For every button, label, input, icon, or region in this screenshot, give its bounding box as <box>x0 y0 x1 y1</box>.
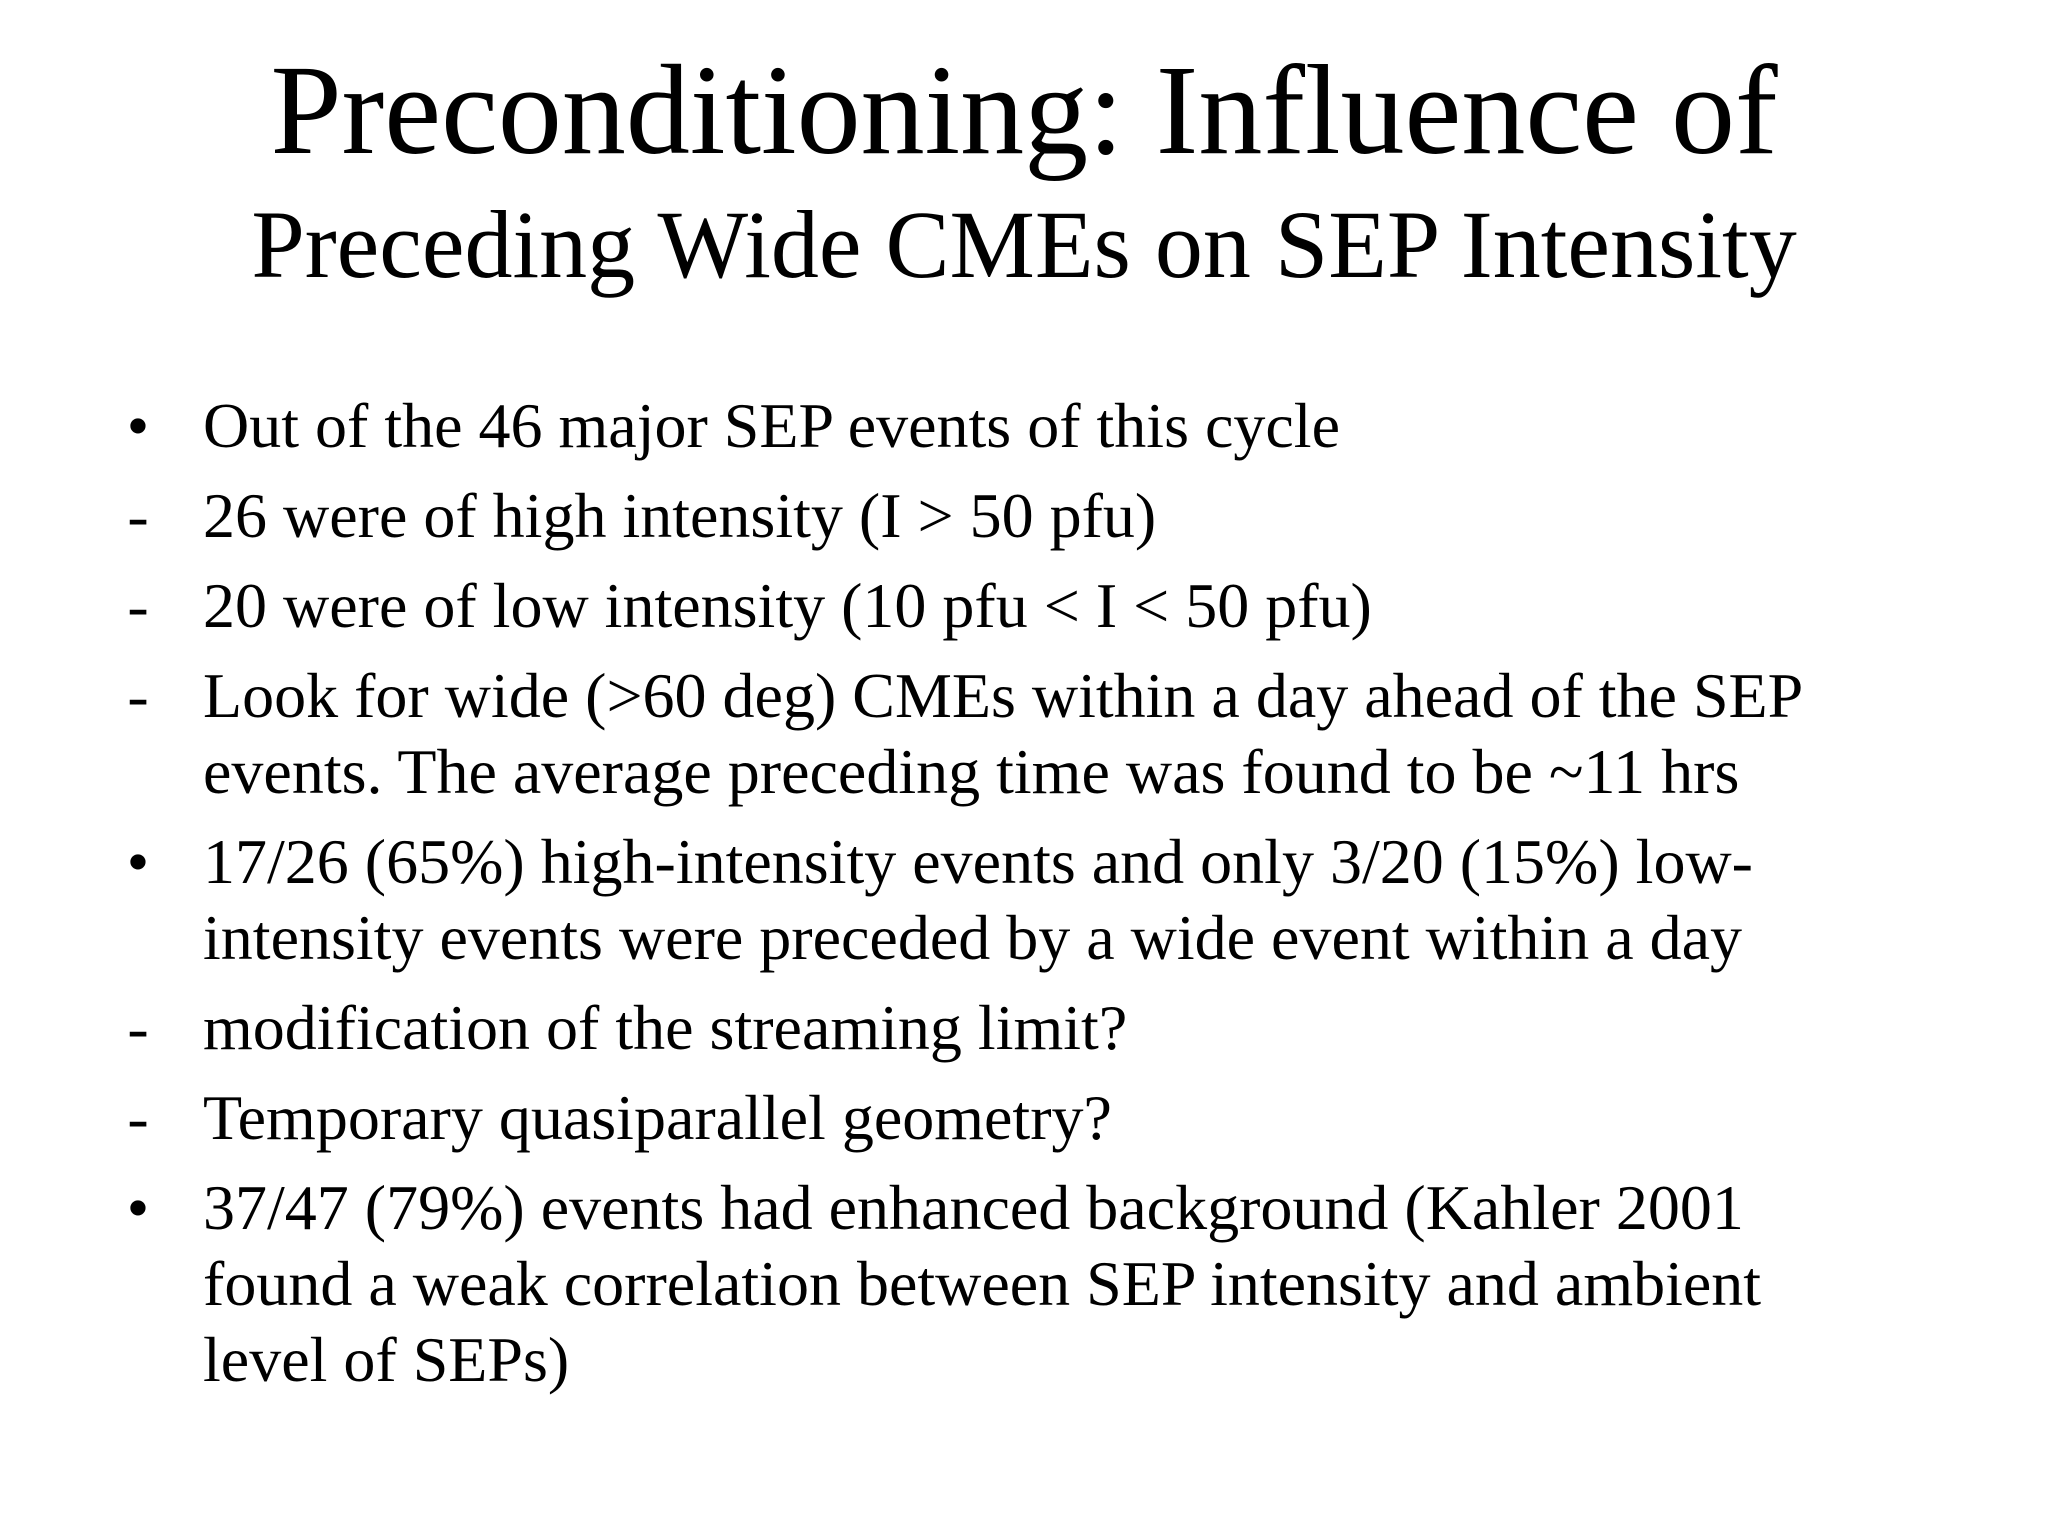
dash-marker: - <box>127 992 149 1063</box>
bullet-marker: • <box>126 390 150 461</box>
list-item-line: Look for wide (>60 deg) CMEs within a day ahead of the SEP <box>203 660 1804 731</box>
slide-subtitle: Preceding Wide CMEs on SEP Intensity <box>251 191 1797 298</box>
list-item-line: 26 were of high intensity (I > 50 pfu) <box>203 480 1157 551</box>
list-item-line: Temporary quasiparallel geometry? <box>203 1082 1112 1153</box>
list-item-text <box>203 824 1993 976</box>
bullet-marker: • <box>126 826 150 897</box>
dash-marker: - <box>127 570 149 641</box>
list-item-line: found a weak correlation between SEP intensity and ambient <box>203 1248 1762 1319</box>
dash-marker: - <box>127 660 149 731</box>
list-item-text <box>203 478 1993 554</box>
list-item-line: 20 were of low intensity (10 pfu < I < 50 pfu) <box>203 570 1372 641</box>
list-item-text <box>203 568 1993 644</box>
dash-marker: - <box>127 480 149 551</box>
list-item-text <box>203 658 1993 810</box>
list-item-text <box>203 1170 1993 1398</box>
list-item-line: 17/26 (65%) high-intensity events and only 3/20 (15%) low- <box>203 826 1753 897</box>
list-item-line: events. The average preceding time was found to be ~11 hrs <box>203 736 1740 807</box>
list-item-text <box>203 990 1993 1066</box>
list-item-line: 37/47 (79%) events had enhanced background (Kahler 2001 <box>203 1172 1744 1243</box>
bullet-marker: • <box>126 1172 150 1243</box>
list-item-text <box>203 1080 1993 1156</box>
list-item-line: modification of the streaming limit? <box>203 992 1128 1063</box>
list-item-text <box>203 388 1993 464</box>
list-item-line: intensity events were preceded by a wide event within a day <box>203 902 1742 973</box>
slide-title: Preconditioning: Influence of <box>270 39 1778 181</box>
dash-marker: - <box>127 1082 149 1153</box>
list-item-line: level of SEPs) <box>203 1324 570 1395</box>
list-item-line: Out of the 46 major SEP events of this cycle <box>203 390 1340 461</box>
